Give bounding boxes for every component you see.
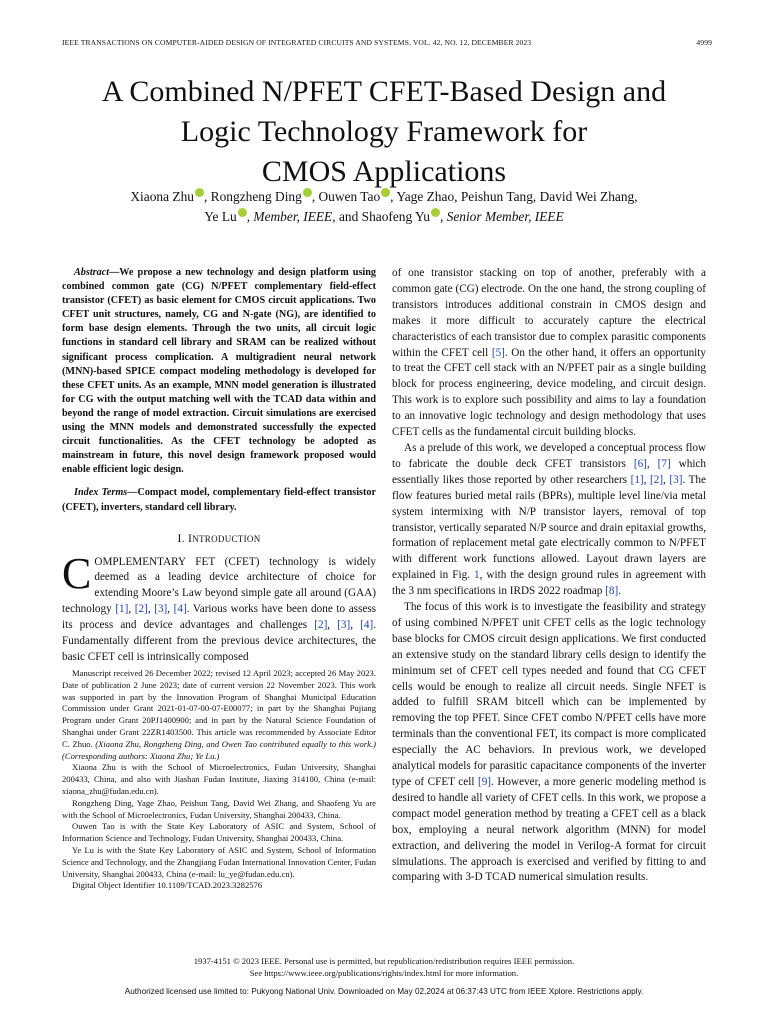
index-terms: Index Terms—Compact model, complementary field-effect transistor (CFET), inverters, standard cell library.: [62, 487, 376, 513]
body-paragraph: As a prelude of this work, we developed a conceptual process flow to fabricate the double deck CFET transistors [6], [7] which essentially likes those reported by other researchers [1], [2], [3]. The flow features buried metal rails (BPRs), multiple level line/via metal system intermixing with N/P transistor layers, removal of top transistor, vertically separated N/P source and drain epitaxial growths, formation of replacement metal gate electrically common to N/PFET with different work functions allowed. Layout drawn layers are explained in Fig. 1, with the design ground rules in agreement with the 3 nm specifications in IRDS 2022 roadmap [8].: [392, 441, 706, 598]
abstract: Abstract—We propose a new technology and design platform using combined common gate (CG) N/PFET complementary field-effect transistor (CFET) as basic element for CMOS circuit applications. Two CFET unit structures, namely, CG and N-gate (NG), are identified to form base design elements. Through the two units, all circuit logic functions in standard cell library and SRAM can be realized without significant process complication. A multigradient neural network (MNN)-based SPICE compact modeling methodology is developed for these CFET units. As an example, MNN model generation is illustrated for CG with the output matching well with the TCAD data within and beyond the range of model extraction. Circuit simulations are exercised using the MNN models and demonstrated successfully the expected circuit functionalities. As the CFET technology be adopted as mainstream in future, this novel design framework proposed would enable efficient logic design.: [62, 267, 376, 476]
citation-link[interactable]: [6]: [633, 457, 647, 470]
running-header: [62, 38, 712, 47]
left-column: [62, 266, 376, 666]
citation-link[interactable]: [4]: [173, 603, 187, 616]
license-notice: Authorized licensed use limited to: Pukyong National Univ. Downloaded on May 02,2024 at 06:37:43 UTC from IEEE Xplore. Restrictions apply.: [124, 987, 644, 996]
paper-title: A Combined N/PFET CFET-Based Design and Logic Technology Framework for CMOS Applications: [101, 75, 667, 188]
doi-note: Digital Object Identifier 10.1109/TCAD.2023.3282576: [72, 880, 263, 891]
citation-link[interactable]: [2]: [314, 619, 328, 632]
orcid-icon[interactable]: [381, 188, 390, 197]
orcid-icon[interactable]: [195, 188, 204, 197]
drop-cap: C: [62, 548, 92, 598]
citation-link[interactable]: [4]: [360, 619, 374, 632]
citation-link[interactable]: [2]: [134, 603, 148, 616]
citation-link[interactable]: [3]: [337, 619, 351, 632]
orcid-icon[interactable]: [303, 188, 312, 197]
rights-link[interactable]: See https://www.ieee.org/publications/rights/index.html for more information.: [249, 968, 519, 978]
citation-link[interactable]: [8]: [605, 585, 619, 598]
footnotes: [62, 668, 376, 892]
orcid-icon[interactable]: [431, 208, 440, 217]
copyright-footer: 1937-4151 © 2023 IEEE. Personal use is permitted, but republication/redistribution requires IEEE permission. See https://www.ieee.org/publications/rights/index.html for more information.: [0, 955, 768, 979]
body-paragraph: of one transistor stacking on top of another, preferably with a common gate (CG) electrode. On the one hand, the strong coupling of transistors introduces additional constrain in CMOS design and makes it more difficult to accurately capture the electrical characteristics of each transistor due to complex parasitic components within the CFET cell [5]. On the other hand, it offers an opportunity to treat the CFET cell stack with an N/PFET pair as a single building block for process engineering, device modeling, and circuit design. This work is to explore such possibility and aims to lay a foundation to an innovative logic technology and design methodology that uses CFET cells as the fundamental circuit building blocks.: [392, 267, 706, 439]
section-heading: I. INTRODUCTION: [177, 531, 261, 545]
right-column: [392, 266, 706, 886]
author-list: Xiaona Zhu , Rongzheng Ding , Ouwen Tao , Yage Zhao, Peishun Tang, David Wei Zhang, Ye Lu , Member, IEEE, and Shaofeng Yu , Senior Member, IEEE: [130, 189, 638, 224]
citation-link[interactable]: [1]: [630, 473, 644, 486]
intro-paragraph: COMPLEMENTARY FET (CFET) technology is widely deemed as a leading device architecture of choice for extending Moore’s Law beyond simple gate all around (GAA) technology [1], [2], [3], [4]. Various works have been done to assess its process and device advantages and challenges [2], [3], [4]. Fundamentally different from the previous device architectures, the basic CFET cell is intrinsically composed: [62, 548, 377, 663]
manuscript-note: Manuscript received 26 December 2022; revised 12 April 2023; accepted 26 May 2023. Date of publication 2 June 2023; date of current version 22 November 2023. This work was supported in part by the Innovation Program of Shanghai Municipal Education Commission under Grant 2021-01-07-00-07-E00077; in part by the Shanghai Pujiang Program under Grant 20PJ1400900; and in part by the Natural Science Foundation of Shanghai under Grant 22ZR1403500. This article was recommended by Associate Editor C. Zhuo. (Xiaona Zhu, Rongzheng Ding, and Owen Tao contributed equally to this work.) (Corresponding authors: Xiaona Zhu; Ye Lu.): [62, 668, 376, 761]
affiliation-note: Ye Lu is with the State Key Laboratory of ASIC and System, School of Information Science and Technology, and the Zhangjiang Fudan International Innovation Center, Fudan University, Shanghai 200433, China (e-mail: lu_ye@fudan.edu.cn).: [62, 844, 376, 879]
citation-link[interactable]: [2]: [650, 473, 664, 486]
figure-link[interactable]: 1: [474, 569, 480, 582]
affiliation-note: Rongzheng Ding, Yage Zhao, Peishun Tang, David Wei Zhang, and Shaofeng Yu are with the School of Microelectronics, Fudan University, Shanghai 200433, China.: [62, 797, 376, 820]
citation-link[interactable]: [1]: [115, 603, 129, 616]
page-number: 4999: [696, 38, 712, 47]
citation-link[interactable]: [7]: [657, 457, 671, 470]
citation-link[interactable]: [3]: [154, 603, 168, 616]
affiliation-note: Xiaona Zhu is with the School of Microelectronics, Fudan University, Shanghai 200433, China, and also with Jiashan Fudan Institute, Jiaxing 314100, China (e-mail: xiaona_zhu@fudan.edu.cn).: [62, 762, 376, 796]
orcid-icon[interactable]: [238, 208, 247, 217]
affiliation-note: Ouwen Tao is with the State Key Laboratory of ASIC and System, School of Information Science and Technology, Fudan University, Shanghai 200433, China.: [62, 821, 376, 844]
citation-link[interactable]: [5]: [491, 346, 505, 359]
journal-name: IEEE TRANSACTIONS ON COMPUTER-AIDED DESIGN OF INTEGRATED CIRCUITS AND SYSTEMS, VOL. 42, NO. 12, DECEMBER 2023: [62, 38, 532, 47]
citation-link[interactable]: [9]: [477, 776, 492, 788]
body-paragraph: The focus of this work is to investigate the feasibility and strategy of using combined N/PFET unit CFET cells as the logic technology base blocks for CMOS circuit design applications. We first conducted an extensive study on the standard library cells design to identify the minimum set of CFET cell types needed and found that CG CFET cells would be enough to realize all circuit needs. Single NFET is added to fulfill SRAM bitcell which can be implemented by removing the top PFET. Since CFET combo N/PFET cells have more terminals than the conventional FET, its compact is more complicated especially the AC behaviors. In previous work, we developed analytical models for parasitic capacitance components of the inverter type of CFET cell [9]. However, a more generic modeling method is desired to handle all variety of CFET cells. In this work, we propose a compact model generation method by treating a CFET cell as a black box, employing a neural network algorithm (MNN) for model extraction, and delivering the model in Verilog-A format for circuit simulations. The approach is exercised and verified by fitting to and comparing with 3-D TCAD numerical simulation results.: [392, 601, 706, 884]
citation-link[interactable]: [3]: [669, 473, 683, 486]
